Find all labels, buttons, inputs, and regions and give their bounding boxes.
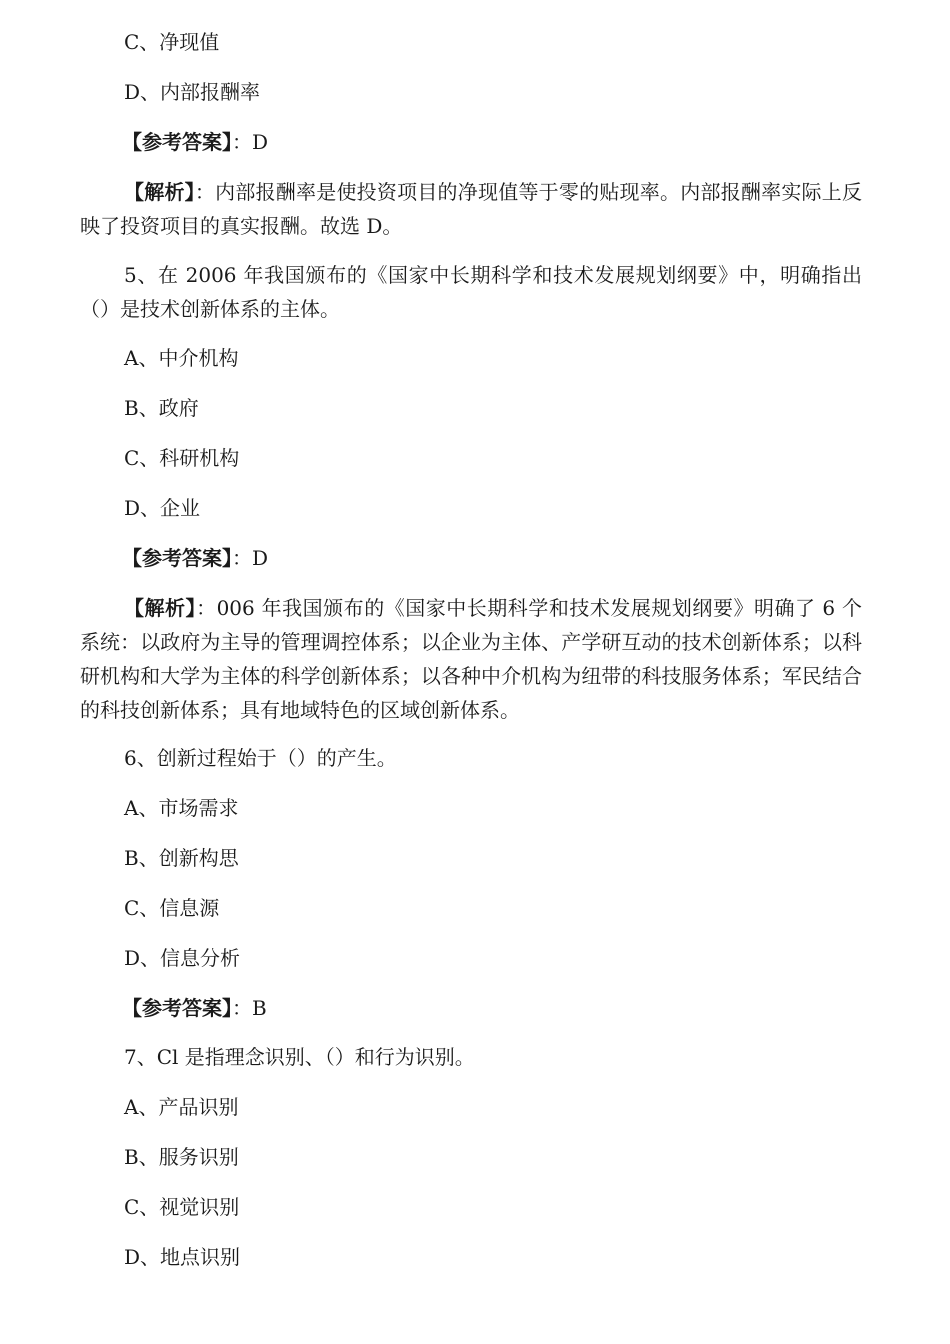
q6-stem: 6、创新过程始于（）的产生。 — [124, 746, 397, 770]
q7-stem: 7、Cl 是指理念识别、（）和行为识别。 — [124, 1045, 475, 1069]
analysis-label: 【解析】 — [124, 596, 197, 620]
q5-stem: 5、在 2006 年我国颁布的《国家中长期科学和技术发展规划纲要》中，明确指出（）是技术创新体系的主体。 — [80, 263, 862, 321]
q5-analysis — [80, 591, 862, 727]
q5-option-b: B、政府 — [124, 396, 199, 420]
answer-label: 【参考答案】 — [122, 546, 232, 570]
answer-value: ：D — [232, 130, 269, 154]
q7-option-d: D、地点识别 — [124, 1245, 241, 1269]
q5-option-d: D、企业 — [124, 496, 201, 520]
q4-answer — [122, 125, 268, 159]
q6-option-b: B、创新构思 — [124, 846, 239, 870]
q7-option-c: C、视觉识别 — [124, 1195, 240, 1219]
answer-value: ：B — [232, 996, 267, 1020]
answer-label: 【参考答案】 — [122, 996, 232, 1020]
q6-answer — [122, 991, 267, 1025]
q5-answer — [122, 541, 268, 575]
analysis-text: ：006 年我国颁布的《国家中长期科学和技术发展规划纲要》明确了 6 个系统：以政府为主导的管理调控体系；以企业为主体、产学研互动的技术创新体系；以科研机构和大学为主体的科学创新体系；以各种中介机构为纽带的科技服务体系；军民结合的科技创新体系；具有地域特色的区域创新体系。 — [80, 596, 862, 722]
q7-option-a: A、产品识别 — [124, 1095, 239, 1119]
q6-option-c: C、信息源 — [124, 896, 220, 920]
q5-option-a: A、中介机构 — [124, 346, 239, 370]
q7-option-b: B、服务识别 — [124, 1145, 239, 1169]
q6-option-d: D、信息分析 — [124, 946, 241, 970]
q6-option-a: A、市场需求 — [124, 796, 239, 820]
q5-option-c: C、科研机构 — [124, 446, 240, 470]
q4-analysis — [80, 175, 862, 243]
q4-option-d: D、内部报酬率 — [124, 80, 261, 104]
q4-option-c: C、净现值 — [124, 30, 220, 54]
analysis-label: 【解析】 — [124, 180, 195, 204]
answer-value: ：D — [232, 546, 269, 570]
answer-label: 【参考答案】 — [122, 130, 232, 154]
analysis-text: ：内部报酬率是使投资项目的净现值等于零的贴现率。内部报酬率实际上反映了投资项目的真实报酬。故选 D。 — [80, 180, 863, 238]
